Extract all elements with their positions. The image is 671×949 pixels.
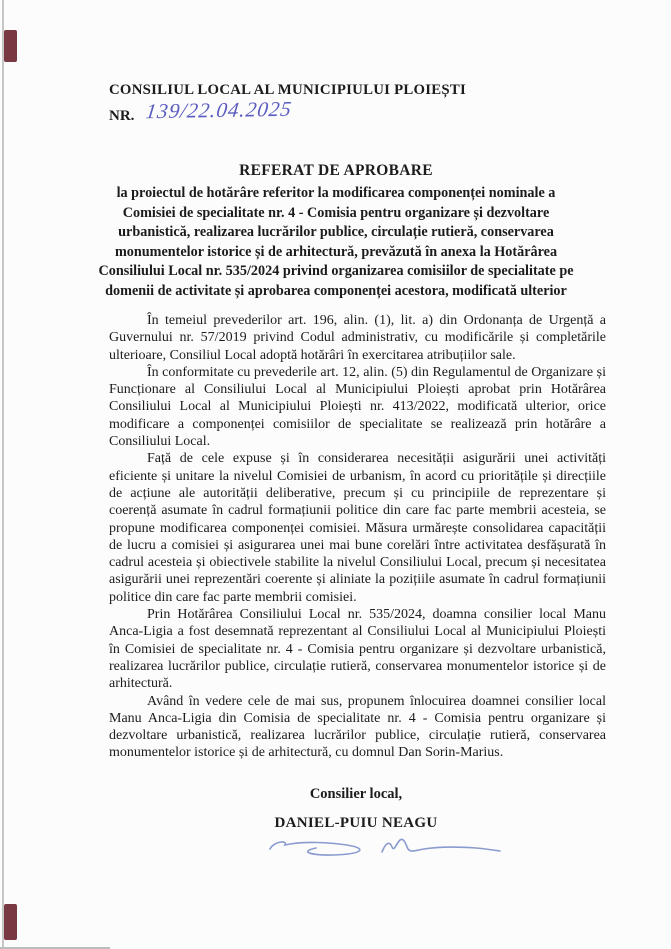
signature-block bbox=[110, 786, 602, 868]
signer-role: Consilier local, bbox=[309, 786, 403, 802]
org-name: CONSILIUL LOCAL AL MUNICIPIULUI PLOIEȘTI bbox=[109, 82, 466, 98]
title-heading: REFERAT DE APROBARE bbox=[239, 162, 433, 179]
title-line: domenii de activitate și aprobarea componenței acestora, modificată ulterior bbox=[105, 282, 567, 299]
title-line: Comisiei de specialitate nr. 4 - Comisia pentru organizare și dezvoltare bbox=[122, 204, 550, 221]
handwritten-signature bbox=[138, 833, 630, 868]
page-edge-shadow bbox=[2, 0, 4, 949]
nr-label: NR. bbox=[109, 108, 135, 124]
paragraph-current-appointment: Prin Hotărârea Consiliului Local nr. 535/2024, doamna consilier local Manu Anca-Ligia a fost desemnată reprezentant al Consiliului Local al Municipiului Ploiești în Comisiei de specialitate nr. 4 - Comisia pentru organizare și dezvoltare urbanistică, realizarea lucrărilor publice, circulație rutieră, conservarea monumentelor istorice și de arhitectură. bbox=[109, 607, 606, 692]
paragraph-proposal: Având în vedere cele de mai sus, propunem înlocuirea doamnei consilier local Manu Anca-Ligia din Comisia de specialitate nr. 4 - Comisia pentru organizare și dezvoltare urbanistică, realizarea lucrărilor publice, circulație rutieră, conservarea monumentelor istorice și de arhitectură, cu domnul Dan Sorin-Marius. bbox=[109, 693, 606, 761]
title-line: monumentelor istorice și de arhitectură, prevăzută în anexa la Hotărârea bbox=[114, 243, 558, 260]
registration-line bbox=[109, 96, 294, 126]
scan-mark-top bbox=[4, 30, 17, 62]
document-title bbox=[76, 162, 596, 301]
scan-mark-bottom bbox=[4, 904, 17, 940]
signer-name: DANIEL-PUIU NEAGU bbox=[274, 815, 438, 831]
paragraph-motivation: Față de cele expuse și în considerarea necesității asigurării unei activități eficiente și unitare la nivelul Comisiei de urbanism, în acord cu prioritățile și direcțiile de acțiune ale autorității deliberative, precum și cu principiile de reprezentare și coerență asumate în cadrul formațiunii politice din care fac parte membrii acesteia, se propune modificarea componenței comisiei. Măsura urmărește consolidarea capacității de lucru a comisiei și asigurarea unei mai bune corelări între activitatea desfășurată în cadrul acesteia și obiectivele stabilite la nivelul Consiliului Local, precum și necesitatea asigurării unei reprezentări coerente și aliniate la pozițiile asumate în cadrul formațiunii politice din care fac parte membrii comisiei. bbox=[109, 451, 606, 605]
title-line: la proiectul de hotărâre referitor la modificarea componenței nominale a bbox=[116, 185, 556, 201]
signature-stroke-icon bbox=[264, 833, 504, 863]
nr-handwritten-value: 139/22.04.2025 bbox=[144, 96, 294, 124]
paragraph-legal-basis: În temeiul prevederilor art. 196, alin. (1), lit. a) din Ordonanța de Urgență a Guvernului nr. 57/2019 privind Codul administrativ, cu modificările și completările ulterioare, Consiliul Local adoptă hotărâri în exercitarea atribuțiilor sale. bbox=[109, 313, 606, 363]
document-body bbox=[109, 312, 606, 762]
paragraph-regulation: În conformitate cu prevederile art. 12, alin. (5) din Regulamentul de Organizare și Funcționare al Consiliului Local al Municipiului Ploiești aprobat prin Hotărârea Consiliului Local al Municipiului Ploiești nr. 413/2022, modificată ulterior, orice modificare a componenței comisiilor de specialitate se realizează prin hotărâre a Consiliului Local. bbox=[109, 364, 606, 450]
title-line: Consiliului Local nr. 535/2024 privind organizarea comisiilor de specialitate pe bbox=[98, 263, 574, 279]
title-line: urbanistică, realizarea lucrărilor publice, circulație rutieră, conservarea bbox=[118, 224, 554, 240]
